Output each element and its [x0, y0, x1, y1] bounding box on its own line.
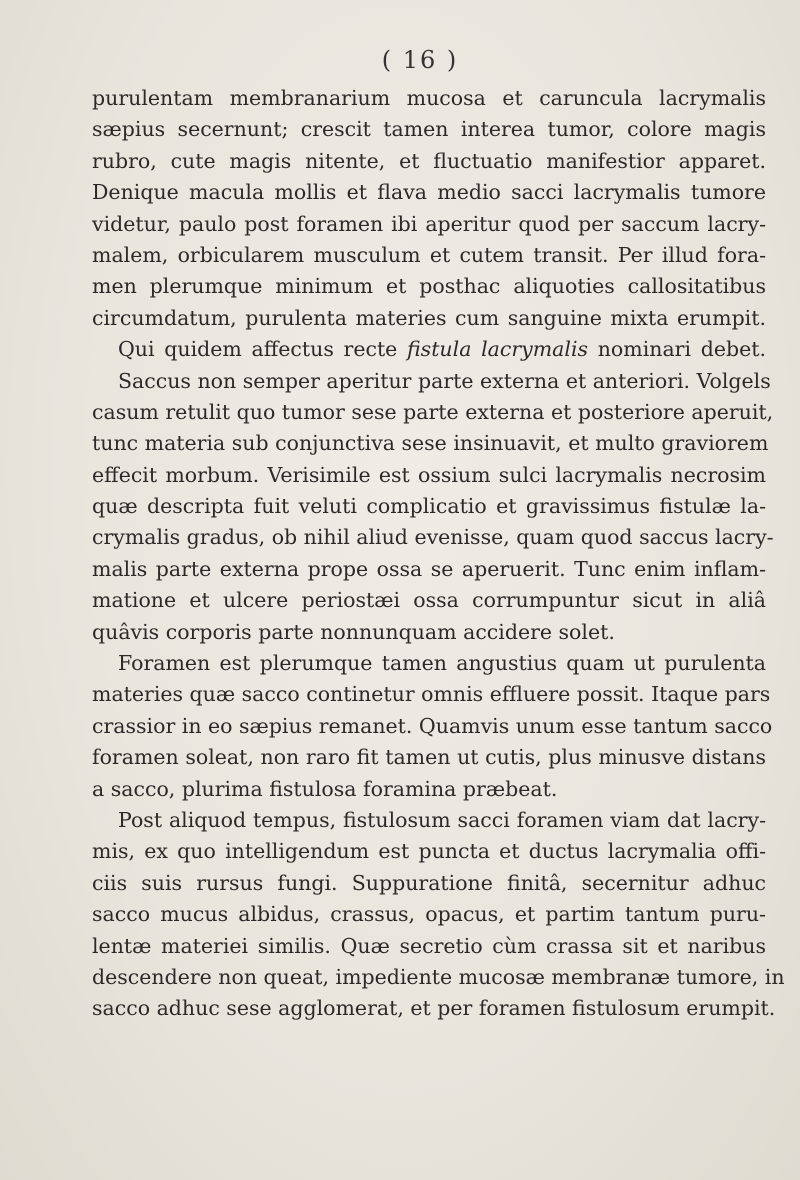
text-line: Saccus non semper aperitur parte externa et anteriori. Volgels: [118, 368, 771, 393]
text-line: Foramen est plerumque tamen angustius quam ut purulenta: [118, 651, 766, 676]
text-segment: nominari debet.: [597, 337, 766, 362]
text-line-with-italic: [92, 334, 766, 365]
text-line: sacco adhuc sese agglomerat, et per foramen fistulosum erumpit.: [92, 996, 776, 1021]
text-line: effecit morbum. Verisimile est ossium sulci lacrymalis necrosim: [92, 462, 766, 487]
text-line: matione et ulcere periostæi ossa corrumpuntur sicut in aliâ: [92, 588, 766, 613]
text-line: malis parte externa prope ossa se aperuerit. Tunc enim inflam-: [92, 556, 766, 581]
text-line: sacco mucus albidus, crassus, opacus, et partim tantum puru-: [92, 902, 766, 927]
text-line: crymalis gradus, ob nihil aliud evenisse, quam quod saccus lacry-: [92, 525, 774, 550]
text-line: tunc materia sub conjunctiva sese insinuavit, et multo graviorem: [92, 431, 769, 456]
text-line: materies quæ sacco continetur omnis effluere possit. Itaque pars: [92, 682, 771, 707]
text-segment: Qui quidem affectus recte: [118, 337, 398, 362]
text-line: casum retulit quo tumor sese parte externa et posteriore aperuit,: [92, 399, 774, 424]
body-text: [92, 83, 785, 1025]
text-line: lentæ materiei similis. Quæ secretio cùm crassa sit et naribus: [92, 933, 766, 958]
text-line: malem, orbicularem musculum et cutem transit. Per illud fora-: [92, 242, 766, 267]
text-line: a sacco, plurima fistulosa foramina præbeat.: [92, 776, 558, 801]
text-line: foramen soleat, non raro fit tamen ut cutis, plus minusve distans: [92, 745, 766, 770]
text-line: sæpius secernunt; crescit tamen interea tumor, colore magis: [92, 117, 766, 142]
text-line: Post aliquod tempus, fistulosum sacci foramen viam dat lacry-: [118, 807, 766, 832]
text-line: crassior in eo sæpius remanet. Quamvis unum esse tantum sacco: [92, 713, 773, 738]
text-line: ciis suis rursus fungi. Suppuratione finitâ, secernitur adhuc: [92, 870, 766, 895]
text-line: men plerumque minimum et posthac aliquoties callositatibus: [92, 274, 766, 299]
text-line: descendere non queat, impediente mucosæ membranæ tumore, in: [92, 964, 785, 989]
text-line: quâvis corporis parte nonnunquam accidere solet.: [92, 619, 615, 644]
text-line: circumdatum, purulenta materies cum sanguine mixta erumpit.: [92, 305, 766, 330]
page-number: ( 16 ): [381, 46, 459, 74]
text-line: mis, ex quo intelligendum est puncta et ductus lacrymalia offi-: [92, 839, 766, 864]
text-line: quæ descripta fuit veluti complicatio et gravissimus fistulæ la-: [92, 494, 766, 519]
text-line: rubro, cute magis nitente, et fluctuatio manifestior apparet.: [92, 148, 766, 173]
text-line: videtur, paulo post foramen ibi aperitur quod per saccum lacry-: [92, 211, 766, 236]
text-line: Denique macula mollis et flava medio sacci lacrymalis tumore: [92, 180, 766, 205]
text-line: purulentam membranarium mucosa et caruncula lacrymalis: [92, 86, 766, 110]
italic-term: fistula lacrymalis: [407, 337, 589, 362]
